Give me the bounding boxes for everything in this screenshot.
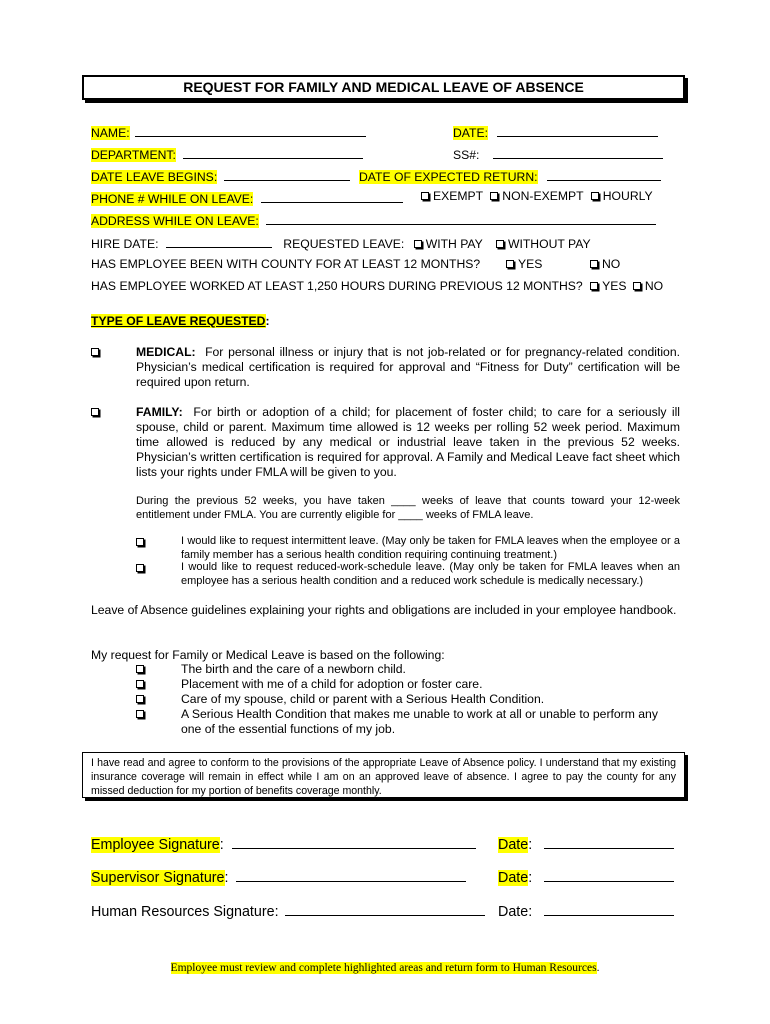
q1250-label: HAS EMPLOYEE WORKED AT LEAST 1,250 HOURS DURING PREVIOUS 12 MONTHS?: [91, 279, 583, 293]
basis-item: Placement with me of a child for adoption or foster care.: [181, 677, 483, 691]
reduced-text: I would like to request reduced-work-schedule leave. (May only be taken for FMLA leaves when an employee has a serious health condition and a reduced work schedule is medically necessary.): [181, 561, 680, 587]
intermittent-text: I would like to request intermittent leave. (May only be taken for FMLA leaves when the employee or a family member has a serious health condition requiring continuing treatment.): [181, 535, 680, 561]
row-department: [91, 145, 363, 163]
row-leave-dates: [91, 167, 661, 185]
basis-checkbox-care[interactable]: [136, 695, 144, 703]
name-label: NAME:: [91, 126, 130, 140]
family-text: For birth or adoption of a child; for placement of foster child; to care for a seriously ill spouse, child or parent. Maximum time allowed is 12 weeks per rolling 52 week period. Maximum time allowed is reduced by any medical or industrial leave taken in the previous 52 weeks. Physician’s written certification is required for approval. A Family and Medical Leave fact sheet which lists your rights under FMLA will be given to you.: [136, 405, 680, 479]
requested-leave-label: REQUESTED LEAVE:: [283, 237, 405, 251]
form-title: REQUEST FOR FAMILY AND MEDICAL LEAVE OF ABSENCE: [82, 75, 685, 100]
expected-return-field[interactable]: [547, 167, 661, 181]
q1250-no-label: NO: [644, 279, 664, 293]
basis-checkbox-placement[interactable]: [136, 680, 144, 688]
supervisor-date-row: Date:: [498, 866, 674, 887]
non-exempt-checkbox[interactable]: [490, 192, 498, 200]
ssn-field[interactable]: [493, 145, 663, 159]
footer-text: Employee must review and complete highlighted areas and return form to Human Resources: [170, 962, 597, 974]
employee-date-row: Date:: [498, 833, 674, 854]
row-hire-date: [91, 234, 591, 252]
q12-no-group: [590, 257, 620, 272]
q12-yes-checkbox[interactable]: [506, 260, 514, 268]
family-checkbox[interactable]: [91, 408, 99, 416]
intermittent-checkbox[interactable]: [136, 538, 144, 546]
address-field[interactable]: [266, 211, 656, 225]
with-pay-label: WITH PAY: [425, 237, 483, 251]
reduced-checkbox[interactable]: [136, 564, 144, 572]
q12-months-label: HAS EMPLOYEE BEEN WITH COUNTY FOR AT LEAST 12 MONTHS?: [91, 257, 481, 271]
hourly-label: HOURLY: [602, 189, 653, 203]
medical-checkbox[interactable]: [91, 348, 99, 356]
row-address: [91, 211, 656, 229]
q1250-yes-label: YES: [602, 279, 627, 293]
family-description: [136, 405, 680, 480]
non-exempt-label: NON-EXEMPT: [502, 189, 584, 203]
row-12-months: [91, 257, 480, 272]
expected-return-label: DATE OF EXPECTED RETURN:: [358, 170, 538, 184]
hr-date-field[interactable]: [544, 900, 674, 916]
basis-checkbox-health[interactable]: [136, 710, 144, 718]
hr-signature-field[interactable]: [285, 900, 485, 916]
footer-note: Employee must review and complete highlighted areas and return form to Human Resources.: [170, 962, 600, 974]
q12-yes-group: [506, 257, 542, 272]
with-pay-checkbox[interactable]: [414, 240, 422, 248]
basis-item: A Serious Health Condition that makes me unable to work at all or unable to perform any one of the essential functions of my job.: [181, 707, 658, 736]
employee-signature-row: Employee Signature:: [91, 833, 476, 854]
phone-label: PHONE # WHILE ON LEAVE:: [91, 192, 254, 206]
leave-begins-label: DATE LEAVE BEGINS:: [91, 170, 218, 184]
q12-yes-label: YES: [518, 257, 543, 271]
hourly-checkbox[interactable]: [591, 192, 599, 200]
basis-checkbox-birth[interactable]: [136, 665, 144, 673]
acknowledgement-box: I have read and agree to conform to the provisions of the appropriate Leave of Absence policy. I understand that my existing insurance coverage will remain in effect while I am on an approved leave of absence. I agree to pay the county for any missed deduction for my portion of benefits coverage monthly.: [82, 752, 685, 798]
hire-date-field[interactable]: [166, 234, 272, 248]
supervisor-signature-field[interactable]: [236, 866, 466, 882]
hr-signature-row: [91, 900, 485, 921]
employee-signature-field[interactable]: [232, 833, 476, 849]
employee-date-field[interactable]: [544, 833, 674, 849]
hr-date-label: Date:: [498, 904, 533, 920]
address-label: ADDRESS WHILE ON LEAVE:: [91, 214, 259, 228]
supervisor-date-label: Date: [498, 870, 529, 886]
supervisor-date-field[interactable]: [544, 866, 674, 882]
medical-label: MEDICAL:: [136, 345, 196, 359]
exempt-label: EXEMPT: [433, 189, 483, 203]
leave-begins-field[interactable]: [224, 167, 350, 181]
exempt-checkbox[interactable]: [421, 192, 429, 200]
hr-date-row: [498, 900, 674, 921]
name-field[interactable]: [135, 123, 366, 137]
q12-no-checkbox[interactable]: [590, 260, 598, 268]
leave-type-heading: TYPE OF LEAVE REQUESTED:: [91, 314, 270, 328]
row-phone: [91, 189, 403, 207]
supervisor-signature-label: Supervisor Signature: [91, 870, 225, 886]
department-label: DEPARTMENT:: [91, 148, 176, 162]
basis-item: Care of my spouse, child or parent with a Serious Health Condition.: [181, 692, 545, 706]
row-1250-hours: [91, 279, 663, 294]
q12-no-label: NO: [602, 257, 621, 271]
ssn-group: [453, 145, 663, 163]
phone-field[interactable]: [261, 189, 403, 203]
guidelines-text: Leave of Absence guidelines explaining your rights and obligations are included in your employee handbook.: [91, 603, 677, 617]
date-field[interactable]: [497, 123, 658, 137]
employee-signature-label: Employee Signature: [91, 837, 220, 853]
without-pay-checkbox[interactable]: [496, 240, 504, 248]
family-label: FAMILY:: [136, 405, 183, 419]
hire-date-label: HIRE DATE:: [91, 237, 159, 251]
leave-type-heading-text: TYPE OF LEAVE REQUESTED: [91, 314, 266, 328]
department-field[interactable]: [183, 145, 363, 159]
without-pay-label: WITHOUT PAY: [507, 237, 591, 251]
q1250-yes-checkbox[interactable]: [590, 282, 598, 290]
employment-type-group: [421, 189, 653, 204]
hr-signature-label: Human Resources Signature:: [91, 904, 279, 920]
supervisor-signature-row: Supervisor Signature:: [91, 866, 466, 887]
row-name-date: [91, 123, 366, 141]
medical-text: For personal illness or injury that is not job-related or for pregnancy-related condition. Physician’s medical certification is required for approval and “Fitness for Duty” certification will be required upon return.: [136, 345, 680, 389]
weeks-taken-text: During the previous 52 weeks, you have taken ____ weeks of leave that counts toward your 12-week entitlement under FMLA. You are currently eligible for ____ weeks of FMLA leave.: [136, 495, 680, 521]
employee-date-label: Date: [498, 837, 529, 853]
basis-item: The birth and the care of a newborn child.: [181, 662, 406, 676]
ssn-label: SS#:: [453, 148, 480, 162]
q1250-no-checkbox[interactable]: [633, 282, 641, 290]
date-label: DATE:: [453, 126, 488, 140]
date-group: [453, 123, 658, 141]
basis-intro: My request for Family or Medical Leave is based on the following:: [91, 648, 445, 662]
medical-description: [136, 345, 680, 390]
